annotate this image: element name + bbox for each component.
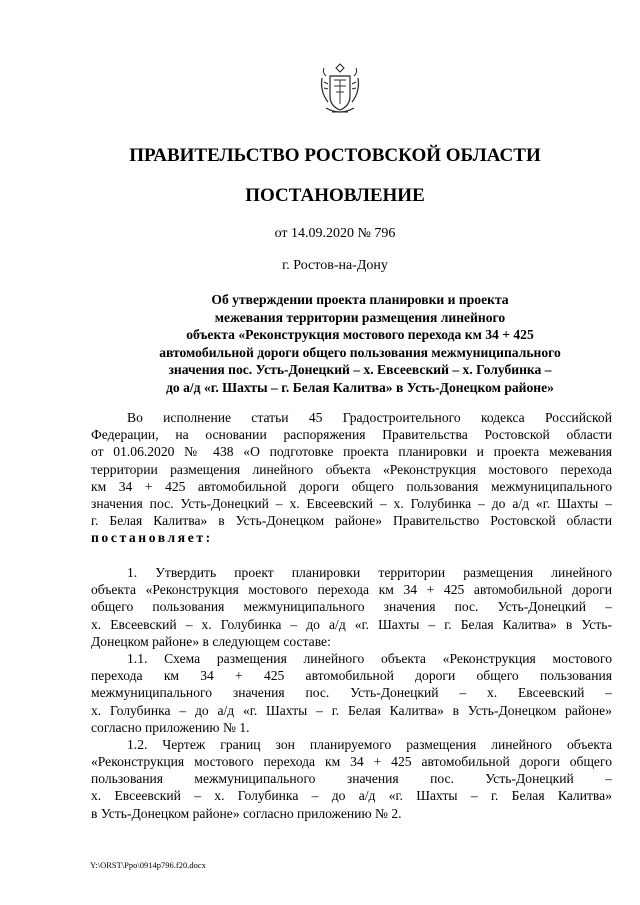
resolves-line <box>91 529 612 546</box>
text-line: х. Евсеевский – х. Голубинка – до а/д «г. Шахты – г. Белая Калитва» в Усть- <box>91 616 612 632</box>
text-line: 1.2. Чертеж границ зон планируемого размещения линейного объекта <box>127 736 612 752</box>
document-type-heading: ПОСТАНОВЛЕНИЕ <box>245 185 425 206</box>
text-line: объекта «Реконструкция мостового перехода км 34 + 425 автомобильной дороги <box>91 582 612 598</box>
title-line: значения пос. Усть-Донецкий – х. Евсеевский – х. Голубинка – <box>168 362 552 378</box>
city-line: г. Ростов-на-Дону <box>282 258 388 273</box>
preamble-paragraph <box>91 409 612 547</box>
text-line: значения пос. Усть-Донецкий – х. Евсеевский – х. Голубинка – до а/д «г. Шахты – <box>91 495 612 511</box>
text-line: территории размещения линейного объекта «Реконструкция мостового перехода <box>91 461 612 477</box>
resolves-word: постановляет: <box>91 530 213 546</box>
text-line: Донецком районе» в следующем составе: <box>91 633 331 649</box>
government-heading: ПРАВИТЕЛЬСТВО РОСТОВСКОЙ ОБЛАСТИ <box>129 145 541 166</box>
items-section <box>91 564 612 822</box>
title-line: межевания территории размещения линейного <box>214 309 506 325</box>
text-line: перехода км 34 + 425 автомобильной дороги общего пользования <box>91 668 612 684</box>
title-line: до а/д «г. Шахты – г. Белая Калитва» в Усть-Донецком районе» <box>166 379 554 395</box>
text-line: согласно приложению № 1. <box>91 719 250 735</box>
text-line: 1.1. Схема размещения линейного объекта «Реконструкция мостового <box>127 650 612 666</box>
text-line: г. Белая Калитва» в Усть-Донецком районе» Правительство Ростовской области <box>91 513 612 529</box>
text-line: км 34 + 425 автомобильной дороги общего пользования межмуниципального <box>91 478 612 494</box>
text-line: межмуниципального значения пос. Усть-Донецкий – х. Евсеевский – <box>91 685 612 701</box>
text-line: 1. Утвердить проект планировки территории размещения линейного <box>127 565 612 580</box>
document-title <box>90 291 630 397</box>
title-line: объекта «Реконструкция мостового перехода км 34 + 425 <box>186 327 534 343</box>
text-line: «Реконструкция мостового перехода км 34 + 425 автомобильной дороги общего <box>91 754 612 770</box>
text-line: Во исполнение статьи 45 Градостроительного кодекса Российской <box>127 410 612 425</box>
date-number-line: от 14.09.2020 № 796 <box>274 226 396 241</box>
text-line: пользования межмуниципального значения пос. Усть-Донецкий – <box>91 771 612 787</box>
title-line: Об утверждении проекта планировки и проекта <box>211 292 509 307</box>
file-path-footer: Y:\ORST\Ppo\0914p796.f20.docx <box>90 860 206 870</box>
text-line: общего пользования межмуниципального значения пос. Усть-Донецкий – <box>91 599 612 615</box>
title-line: автомобильной дороги общего пользования межмуниципального <box>159 344 561 360</box>
text-line: х. Голубинка – до а/д «г. Шахты – г. Белая Калитва» в Усть-Донецком районе» <box>91 702 612 718</box>
coat-of-arms-icon <box>318 62 362 116</box>
text-line: в Усть-Донецком районе» согласно приложению № 2. <box>91 805 402 821</box>
text-line: от 01.06.2020 № 438 «О подготовке проекта планировки и проекта межевания <box>91 444 612 460</box>
text-line: х. Евсеевский – х. Голубинка – до а/д «г. Шахты – г. Белая Калитва» <box>91 788 612 804</box>
text-line: Федерации, на основании распоряжения Правительства Ростовской области <box>91 427 612 443</box>
